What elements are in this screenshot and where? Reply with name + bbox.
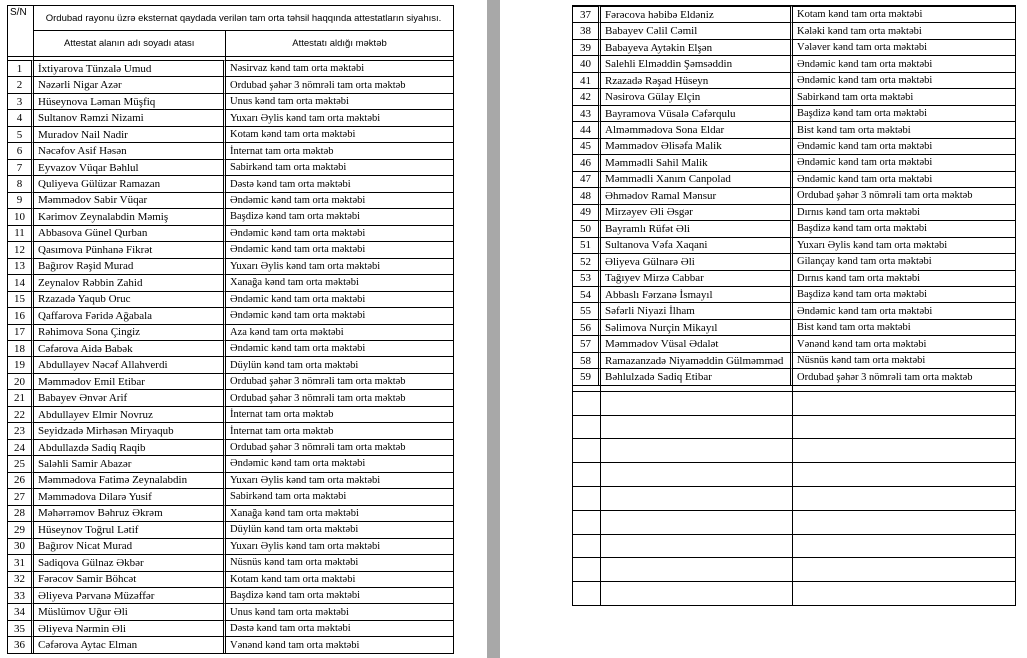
school-name: Başdizə kənd tam orta məktəbi	[226, 208, 453, 224]
table-row	[8, 324, 453, 340]
person-name: Abdullazdə Sadiq Raqib	[34, 439, 226, 455]
table-row	[573, 253, 1015, 269]
row-number: 13	[8, 258, 34, 274]
row-number: 28	[8, 505, 34, 521]
row-number: 38	[573, 22, 601, 38]
table-row	[8, 620, 453, 636]
person-name: Kərimov Zeynalabdin Məmiş	[34, 208, 226, 224]
empty-table-row	[573, 391, 1015, 415]
person-name: Abbasova Günel Qurban	[34, 225, 226, 241]
person-name: Cəfərova Aidə Babək	[34, 340, 226, 356]
person-name: Babayev Ənvər Arif	[34, 389, 226, 405]
empty-table-row	[573, 438, 1015, 462]
school-name: İnternat tam orta məktəb	[226, 406, 453, 422]
table-row	[8, 208, 453, 224]
table-row	[8, 142, 453, 158]
row-number: 30	[8, 538, 34, 554]
table-row	[573, 270, 1015, 286]
table-row	[573, 105, 1015, 121]
row-number: 33	[8, 587, 34, 603]
school-name: Dırnıs kənd tam orta məktəbi	[793, 270, 1015, 286]
school-name: Unus kənd tam orta məktəbi	[226, 603, 453, 619]
table-row	[8, 60, 453, 76]
empty-table-row	[573, 462, 1015, 486]
person-name: Fərəcova həbibə Eldəniz	[601, 6, 793, 22]
row-number: 56	[573, 319, 601, 335]
row-number: 17	[8, 324, 34, 340]
document-page-right	[500, 0, 1027, 658]
person-name: Rzazadə Rəşad Hüseyn	[601, 72, 793, 88]
person-name: Babayeva Aytəkin Elşən	[601, 39, 793, 55]
person-name: Bayramlı Rüfət Əli	[601, 220, 793, 236]
row-number: 53	[573, 270, 601, 286]
school-name: Ordubad şəhər 3 nömrəli tam orta məktəb	[793, 187, 1015, 203]
person-name: Əliyeva Gülnarə Əli	[601, 253, 793, 269]
person-name: Tağıyev Mirzə Cabbar	[601, 270, 793, 286]
table-row	[573, 204, 1015, 220]
row-number: 47	[573, 171, 601, 187]
table-row	[573, 237, 1015, 253]
person-name: Muradov Nail Nadir	[34, 126, 226, 142]
school-name: Əndəmic kənd tam orta məktəbi	[793, 72, 1015, 88]
row-number: 51	[573, 237, 601, 253]
school-name: Yuxarı Əylis kənd tam orta məktəbi	[226, 538, 453, 554]
person-name: Səfərli Niyazi İlham	[601, 302, 793, 318]
person-name: Məmmədli Sahil Malik	[601, 154, 793, 170]
school-name: Vənənd kənd tam orta məktəbi	[226, 636, 453, 652]
table-row	[8, 307, 453, 323]
person-name: Əliyeva Pərvanə Müzəffər	[34, 587, 226, 603]
table-row	[573, 72, 1015, 88]
row-number: 4	[8, 109, 34, 125]
school-name: Gilançay kənd tam orta məktəbi	[793, 253, 1015, 269]
table-row	[8, 505, 453, 521]
school-name: Dırnıs kənd tam orta məktəbi	[793, 204, 1015, 220]
school-name: Sabirkənd tam orta məktəbi	[226, 488, 453, 504]
school-name: Düylün kənd tam orta məktəbi	[226, 356, 453, 372]
school-name: Başdizə kənd tam orta məktəbi	[226, 587, 453, 603]
person-name: Nəsirova Gülay Elçin	[601, 88, 793, 104]
row-number: 40	[573, 55, 601, 71]
row-number: 41	[573, 72, 601, 88]
row-number: 57	[573, 335, 601, 351]
table-row	[8, 571, 453, 587]
person-name: Ramazanzadə Niyaməddin Gülməmməd	[601, 352, 793, 368]
person-name: Nəcəfov Asif Həsən	[34, 142, 226, 158]
person-name: Hüseynova Ləman Müşfiq	[34, 93, 226, 109]
school-name: Vənənd kənd tam orta məktəbi	[793, 335, 1015, 351]
person-name: Abdullayev Nəcəf Allahverdi	[34, 356, 226, 372]
school-column-header: Attestatı aldığı məktəb	[292, 38, 387, 49]
empty-table-row	[573, 415, 1015, 439]
school-name: Əndəmic kənd tam orta məktəbi	[793, 55, 1015, 71]
table-row	[8, 241, 453, 257]
person-name: Məmmədova Dilarə Yusif	[34, 488, 226, 504]
school-name: Əndəmic kənd tam orta məktəbi	[793, 171, 1015, 187]
person-name: Mirzəyev Əli Əsgər	[601, 204, 793, 220]
school-name: Vələver kənd tam orta məktəbi	[793, 39, 1015, 55]
row-number: 5	[8, 126, 34, 142]
table-row	[8, 258, 453, 274]
table-row	[8, 406, 453, 422]
person-name: Rzazadə Yaqub Oruc	[34, 291, 226, 307]
table-row	[8, 373, 453, 389]
row-number: 58	[573, 352, 601, 368]
row-number: 55	[573, 302, 601, 318]
table-row	[573, 88, 1015, 104]
empty-table-row	[573, 557, 1015, 581]
person-name: Fərəcov Samir Böhcət	[34, 571, 226, 587]
school-name: Əndəmic kənd tam orta məktəbi	[793, 154, 1015, 170]
school-name: Yuxarı Əylis kənd tam orta məktəbi	[226, 109, 453, 125]
person-name: Quliyeva Gülüzar Ramazan	[34, 175, 226, 191]
row-number: 29	[8, 521, 34, 537]
row-number: 26	[8, 472, 34, 488]
row-number: 3	[8, 93, 34, 109]
person-name: Məmmədov Sabir Vüqar	[34, 192, 226, 208]
school-name: Nüsnüs kənd tam orta məktəbi	[793, 352, 1015, 368]
table-row	[8, 538, 453, 554]
school-name: Yuxarı Əylis kənd tam orta məktəbi	[226, 472, 453, 488]
school-name: Ordubad şəhər 3 nömrəli tam orta məktəb	[226, 76, 453, 92]
row-number: 8	[8, 175, 34, 191]
table-row	[8, 521, 453, 537]
person-name: Bağırov Rəşid Murad	[34, 258, 226, 274]
school-name: Ordubad şəhər 3 nömrəli tam orta məktəb	[226, 389, 453, 405]
row-number: 7	[8, 159, 34, 175]
person-name: Sultanova Vəfa Xaqani	[601, 237, 793, 253]
row-number: 14	[8, 274, 34, 290]
table-row	[8, 225, 453, 241]
person-name: Rəhimova Sona Çingiz	[34, 324, 226, 340]
person-name: Məmmədli Xanım Canpolad	[601, 171, 793, 187]
name-column-header: Attestat alanın adı soyadı atası	[34, 31, 226, 56]
row-number: 42	[573, 88, 601, 104]
row-number: 54	[573, 286, 601, 302]
school-name: Bist kənd tam orta məktəbi	[793, 121, 1015, 137]
school-name: Nüsnüs kənd tam orta məktəbi	[226, 554, 453, 570]
person-name: Alməmmədova Sona Eldar	[601, 121, 793, 137]
row-number: 1	[8, 60, 34, 76]
table-row	[8, 159, 453, 175]
table-row	[573, 319, 1015, 335]
row-number: 37	[573, 6, 601, 22]
row-number: 32	[8, 571, 34, 587]
table-row	[8, 109, 453, 125]
row-number: 45	[573, 138, 601, 154]
table-row	[573, 171, 1015, 187]
table-row	[573, 121, 1015, 137]
school-name: Dəstə kənd tam orta məktəbi	[226, 175, 453, 191]
row-number: 6	[8, 142, 34, 158]
table-row	[8, 175, 453, 191]
row-number: 31	[8, 554, 34, 570]
school-name: Dəstə kənd tam orta məktəbi	[226, 620, 453, 636]
person-name: İxtiyarova Tünzalə Umud	[34, 60, 226, 76]
row-number: 2	[8, 76, 34, 92]
table-row	[8, 422, 453, 438]
school-name: İnternat tam orta məktəb	[226, 422, 453, 438]
person-name: Zeynalov Rəbbin Zahid	[34, 274, 226, 290]
school-name: Kələki kənd tam orta məktəbi	[793, 22, 1015, 38]
row-number: 50	[573, 220, 601, 236]
person-name: Salehli Elməddin Şəmsəddin	[601, 55, 793, 71]
table-row	[8, 439, 453, 455]
table-row	[573, 55, 1015, 71]
person-name: Məmmədova Fatimə Zeynalabdin	[34, 472, 226, 488]
school-name: Əndəmic kənd tam orta məktəbi	[793, 302, 1015, 318]
school-name: Əndəmic kənd tam orta məktəbi	[226, 340, 453, 356]
row-number: 34	[8, 603, 34, 619]
empty-table-row	[573, 510, 1015, 534]
school-name: Başdizə kənd tam orta məktəbi	[793, 105, 1015, 121]
table-row	[573, 187, 1015, 203]
row-number: 9	[8, 192, 34, 208]
row-number: 18	[8, 340, 34, 356]
row-number: 48	[573, 187, 601, 203]
row-number: 20	[8, 373, 34, 389]
row-number: 21	[8, 389, 34, 405]
table-row	[8, 587, 453, 603]
row-number: 15	[8, 291, 34, 307]
school-name: İnternat tam orta məktəb	[226, 142, 453, 158]
school-name: Sabirkənd tam orta məktəbi	[793, 88, 1015, 104]
school-name: Aza kənd tam orta məktəbi	[226, 324, 453, 340]
person-name: Abdullayev Elmir Novruz	[34, 406, 226, 422]
sn-header: S/N	[8, 6, 34, 56]
school-name: Əndəmic kənd tam orta məktəbi	[226, 291, 453, 307]
table-row	[8, 93, 453, 109]
school-name: Kotam kənd tam orta məktəbi	[793, 6, 1015, 22]
school-name: Əndəmic kənd tam orta məktəbi	[226, 192, 453, 208]
school-name: Ordubad şəhər 3 nömrəli tam orta məktəb	[793, 368, 1015, 384]
attestat-table-left	[7, 5, 454, 654]
row-number: 44	[573, 121, 601, 137]
person-name: Eyvazov Vüqar Bəhlul	[34, 159, 226, 175]
page-gutter	[487, 0, 500, 658]
table-row	[573, 154, 1015, 170]
school-name: Əndəmic kənd tam orta məktəbi	[226, 455, 453, 471]
empty-table-row	[573, 486, 1015, 510]
school-name: Ordubad şəhər 3 nömrəli tam orta məktəb	[226, 373, 453, 389]
table-row	[8, 76, 453, 92]
document-page-left	[0, 0, 487, 658]
table-row	[573, 6, 1015, 22]
person-name: Nəzərli Nigar Azər	[34, 76, 226, 92]
school-name: Yuxarı Əylis kənd tam orta məktəbi	[226, 258, 453, 274]
person-name: Müslümov Uğur Əli	[34, 603, 226, 619]
row-number: 59	[573, 368, 601, 384]
school-name: Kotam kənd tam orta məktəbi	[226, 126, 453, 142]
person-name: Bağırov Nicat Murad	[34, 538, 226, 554]
school-name: Xanağa kənd tam orta məktəbi	[226, 505, 453, 521]
row-number: 36	[8, 636, 34, 652]
person-name: Seyidzadə Mirhəsən Miryaqub	[34, 422, 226, 438]
person-name: Bayramova Vüsalə Cəfərqulu	[601, 105, 793, 121]
row-number: 39	[573, 39, 601, 55]
table-row	[8, 389, 453, 405]
person-name: Qaffarova Fəridə Ağabala	[34, 307, 226, 323]
school-name: Nəsirvaz kənd tam orta məktəbi	[226, 60, 453, 76]
school-name: Başdizə kənd tam orta məktəbi	[793, 286, 1015, 302]
table-row	[8, 472, 453, 488]
person-name: Abbaslı Fərzanə İsmayıl	[601, 286, 793, 302]
table-row	[8, 488, 453, 504]
row-number: 22	[8, 406, 34, 422]
table-row	[573, 335, 1015, 351]
person-name: Məhərrəmov Bəhruz Əkrəm	[34, 505, 226, 521]
attestat-table-right	[572, 5, 1016, 606]
row-number: 12	[8, 241, 34, 257]
person-name: Məmmədov Əlisəfa Malik	[601, 138, 793, 154]
school-name: Başdizə kənd tam orta məktəbi	[793, 220, 1015, 236]
table-row	[8, 636, 453, 652]
table-row	[8, 192, 453, 208]
school-name: Sabirkənd tam orta məktəbi	[226, 159, 453, 175]
table-row	[573, 368, 1015, 384]
row-number: 10	[8, 208, 34, 224]
school-name: Əndəmic kənd tam orta məktəbi	[226, 307, 453, 323]
table-row	[573, 302, 1015, 318]
row-number: 27	[8, 488, 34, 504]
empty-table-row	[573, 581, 1015, 605]
row-number: 43	[573, 105, 601, 121]
row-number: 46	[573, 154, 601, 170]
row-number: 24	[8, 439, 34, 455]
table-row	[573, 39, 1015, 55]
person-name: Əliyeva Nərmin Əli	[34, 620, 226, 636]
school-name: Ordubad şəhər 3 nömrəli tam orta məktəb	[226, 439, 453, 455]
school-name: Unus kənd tam orta məktəbi	[226, 93, 453, 109]
table-row	[573, 22, 1015, 38]
table-row	[573, 220, 1015, 236]
document-title: Ordubad rayonu üzrə eksternat qaydada verilən tam orta təhsil haqqında attestatların siyahısı.	[34, 6, 453, 31]
person-name: Babayev Cəlil Cəmil	[601, 22, 793, 38]
table-row	[8, 603, 453, 619]
row-number: 35	[8, 620, 34, 636]
table-row	[573, 138, 1015, 154]
person-name: Məmmədov Emil Etibar	[34, 373, 226, 389]
person-name: Cəfərova Aytac Elman	[34, 636, 226, 652]
table-row	[8, 554, 453, 570]
person-name: Bəhlulzadə Sadiq Etibar	[601, 368, 793, 384]
row-number: 16	[8, 307, 34, 323]
person-name: Səlimova Nurçin Mikayıl	[601, 319, 793, 335]
school-name: Əndəmic kənd tam orta məktəbi	[226, 241, 453, 257]
row-number: 52	[573, 253, 601, 269]
table-row	[8, 455, 453, 471]
table-row	[8, 340, 453, 356]
row-number: 49	[573, 204, 601, 220]
table-row	[8, 291, 453, 307]
person-name: Əhmədov Ramal Mənsur	[601, 187, 793, 203]
table-row	[573, 352, 1015, 368]
empty-table-row	[573, 534, 1015, 558]
school-name: Əndəmic kənd tam orta məktəbi	[793, 138, 1015, 154]
person-name: Məmmədov Vüsal Ədalət	[601, 335, 793, 351]
row-number: 25	[8, 455, 34, 471]
person-name: Hüseynov Toğrul Lətif	[34, 521, 226, 537]
school-name: Əndəmic kənd tam orta məktəbi	[226, 225, 453, 241]
school-name: Düylün kənd tam orta məktəbi	[226, 521, 453, 537]
person-name: Sadiqova Gülnaz Əkbər	[34, 554, 226, 570]
school-name: Bist kənd tam orta məktəbi	[793, 319, 1015, 335]
row-number: 11	[8, 225, 34, 241]
school-name: Xanağa kənd tam orta məktəbi	[226, 274, 453, 290]
table-row	[573, 286, 1015, 302]
row-number: 23	[8, 422, 34, 438]
table-row	[8, 356, 453, 372]
table-row	[8, 126, 453, 142]
school-name: Kotam kənd tam orta məktəbi	[226, 571, 453, 587]
row-number: 19	[8, 356, 34, 372]
person-name: Saləhli Samir Abazər	[34, 455, 226, 471]
school-name: Yuxarı Əylis kənd tam orta məktəbi	[793, 237, 1015, 253]
person-name: Qasımova Pünhanə Fikrət	[34, 241, 226, 257]
table-row	[8, 274, 453, 290]
person-name: Sultanov Rəmzi Nizami	[34, 109, 226, 125]
